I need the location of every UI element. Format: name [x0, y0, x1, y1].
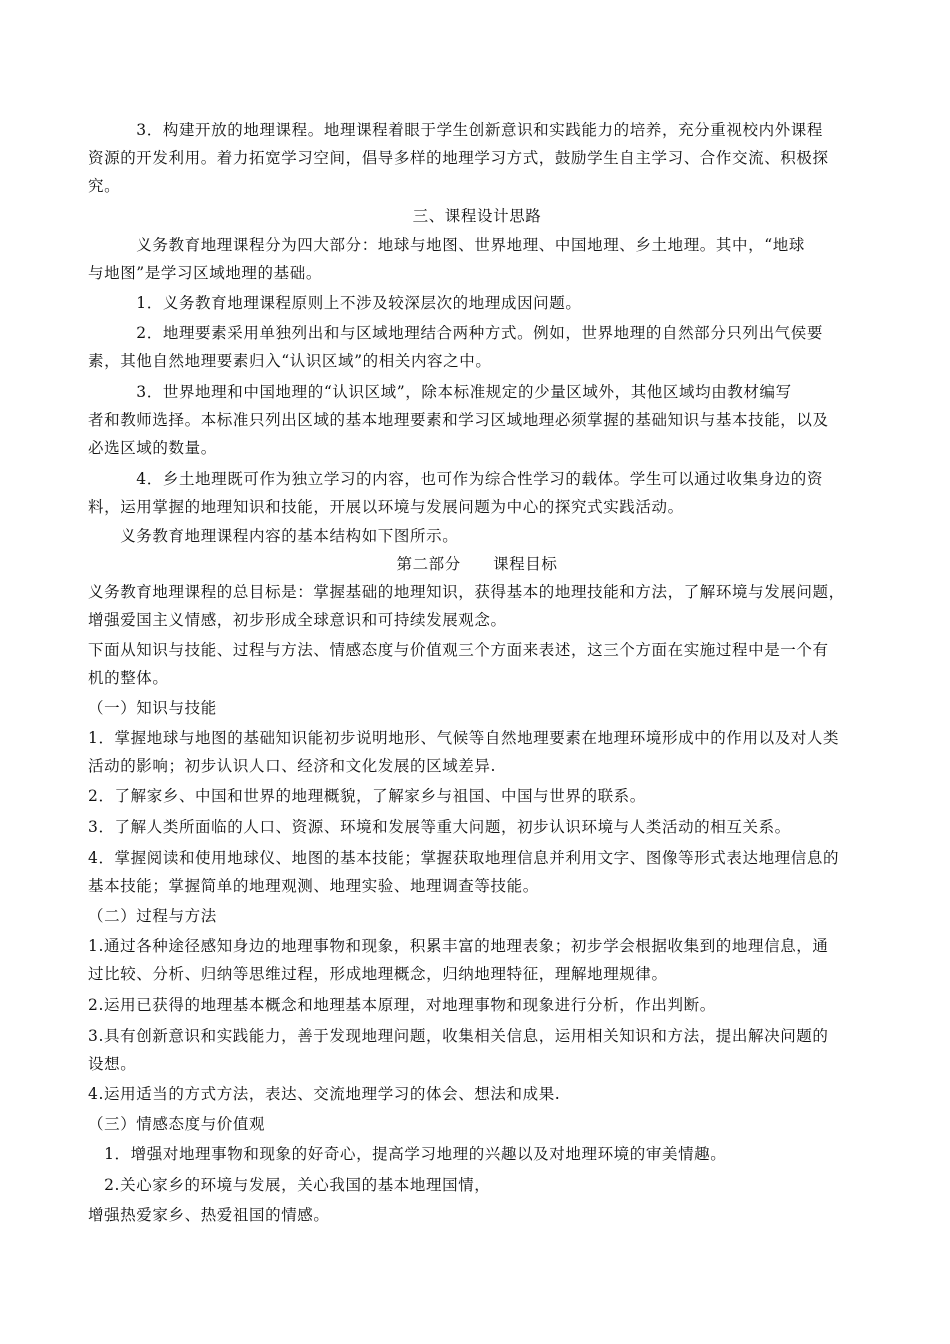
text-line: 1．增强对地理事物和现象的好奇心，提高学习地理的兴趣以及对地理环境的审美情趣。 [88, 1145, 727, 1163]
text-line: 义务教育地理课程内容的基本结构如下图所示。 [88, 527, 459, 545]
text-line: 资源的开发利用。着力拓宽学习空间，倡导多样的地理学习方式，鼓励学生自主学习、合作交流、积极探 [88, 149, 829, 167]
subsection-heading: （三）情感态度与价值观 [88, 1115, 266, 1133]
text-line: 3．了解人类所面临的人口、资源、环境和发展等重大问题，初步认识环境与人类活动的相互关系。 [88, 818, 791, 836]
text-line: 增强热爱家乡、热爱祖国的情感。 [88, 1206, 330, 1224]
text-line: 2．了解家乡、中国和世界的地理概貌，了解家乡与祖国、中国与世界的联系。 [88, 787, 646, 805]
text-line: 3．世界地理和中国地理的“认识区域”，除本标准规定的少量区域外，其他区域均由教材编写 [88, 383, 792, 401]
text-line: 4．掌握阅读和使用地球仪、地图的基本技能；掌握获取地理信息并利用文字、图像等形式表达地理信息的 [88, 849, 840, 867]
text-line: 2.关心家乡的环境与发展，关心我国的基本地理国情， [88, 1176, 491, 1194]
text-line: 2.运用已获得的地理基本概念和地理基本原理，对地理事物和现象进行分析，作出判断。 [88, 996, 716, 1014]
text-line: 1．义务教育地理课程原则上不涉及较深层次的地理成因问题。 [88, 294, 582, 312]
subsection-heading: （二）过程与方法 [88, 907, 217, 925]
text-line: 素，其他自然地理要素归入“认识区域”的相关内容之中。 [88, 352, 492, 370]
text-line: 增强爱国主义情感，初步形成全球意识和可持续发展观念。 [88, 611, 507, 629]
text-line: 义务教育地理课程分为四大部分：地球与地图、世界地理、中国地理、乡土地理。其中，“地球 [88, 236, 805, 254]
text-line: 基本技能；掌握简单的地理观测、地理实验、地理调查等技能。 [88, 877, 539, 895]
text-line: 必选区域的数量。 [88, 439, 217, 457]
section-heading: 三、课程设计思路 [412, 207, 542, 225]
text-line: 1.通过各种途径感知身边的地理事物和现象，积累丰富的地理表象；初步学会根据收集到的地理信息，通 [88, 937, 829, 955]
text-line: 究。 [88, 177, 121, 195]
text-line: 料，运用掌握的地理知识和技能，开展以环境与发展问题为中心的探究式实践活动。 [88, 498, 684, 516]
text-line: 2．地理要素采用单独列出和与区域地理结合两种方式。例如，世界地理的自然部分只列出气侯要 [88, 324, 823, 342]
text-line: 下面从知识与技能、过程与方法、情感态度与价值观三个方面来表述，这三个方面在实施过程中是一个有 [88, 641, 829, 659]
text-line: 机的整体。 [88, 669, 169, 687]
text-line: 1．掌握地球与地图的基础知识能初步说明地形、气候等自然地理要素在地理环境形成中的作用以及对人类 [88, 729, 840, 747]
part-heading: 第二部分 课程目标 [396, 555, 558, 573]
text-line: 3．构建开放的地理课程。地理课程着眼于学生创新意识和实践能力的培养，充分重视校内外课程 [88, 121, 823, 139]
text-line: 活动的影响；初步认识人口、经济和文化发展的区域差异. [88, 757, 497, 775]
text-line: 设想。 [88, 1055, 137, 1073]
text-line: 与地图”是学习区域地理的基础。 [88, 264, 322, 282]
text-line: 4．乡土地理既可作为独立学习的内容，也可作为综合性学习的载体。学生可以通过收集身边的资 [88, 470, 823, 488]
text-line: 3.具有创新意识和实践能力，善于发现地理问题，收集相关信息，运用相关知识和方法，提出解决问题的 [88, 1027, 829, 1045]
subsection-heading: （一）知识与技能 [88, 699, 217, 717]
text-line: 者和教师选择。本标准只列出区域的基本地理要素和学习区域地理必须掌握的基础知识与基本技能，以及 [88, 411, 829, 429]
text-line: 过比较、分析、归纳等思维过程，形成地理概念，归纳地理特征，理解地理规律。 [88, 965, 668, 983]
text-line: 4.运用适当的方式方法，表达、交流地理学习的体会、想法和成果. [88, 1085, 561, 1103]
text-line: 义务教育地理课程的总目标是：掌握基础的地理知识，获得基本的地理技能和方法，了解环境与发展问题， [88, 583, 845, 601]
